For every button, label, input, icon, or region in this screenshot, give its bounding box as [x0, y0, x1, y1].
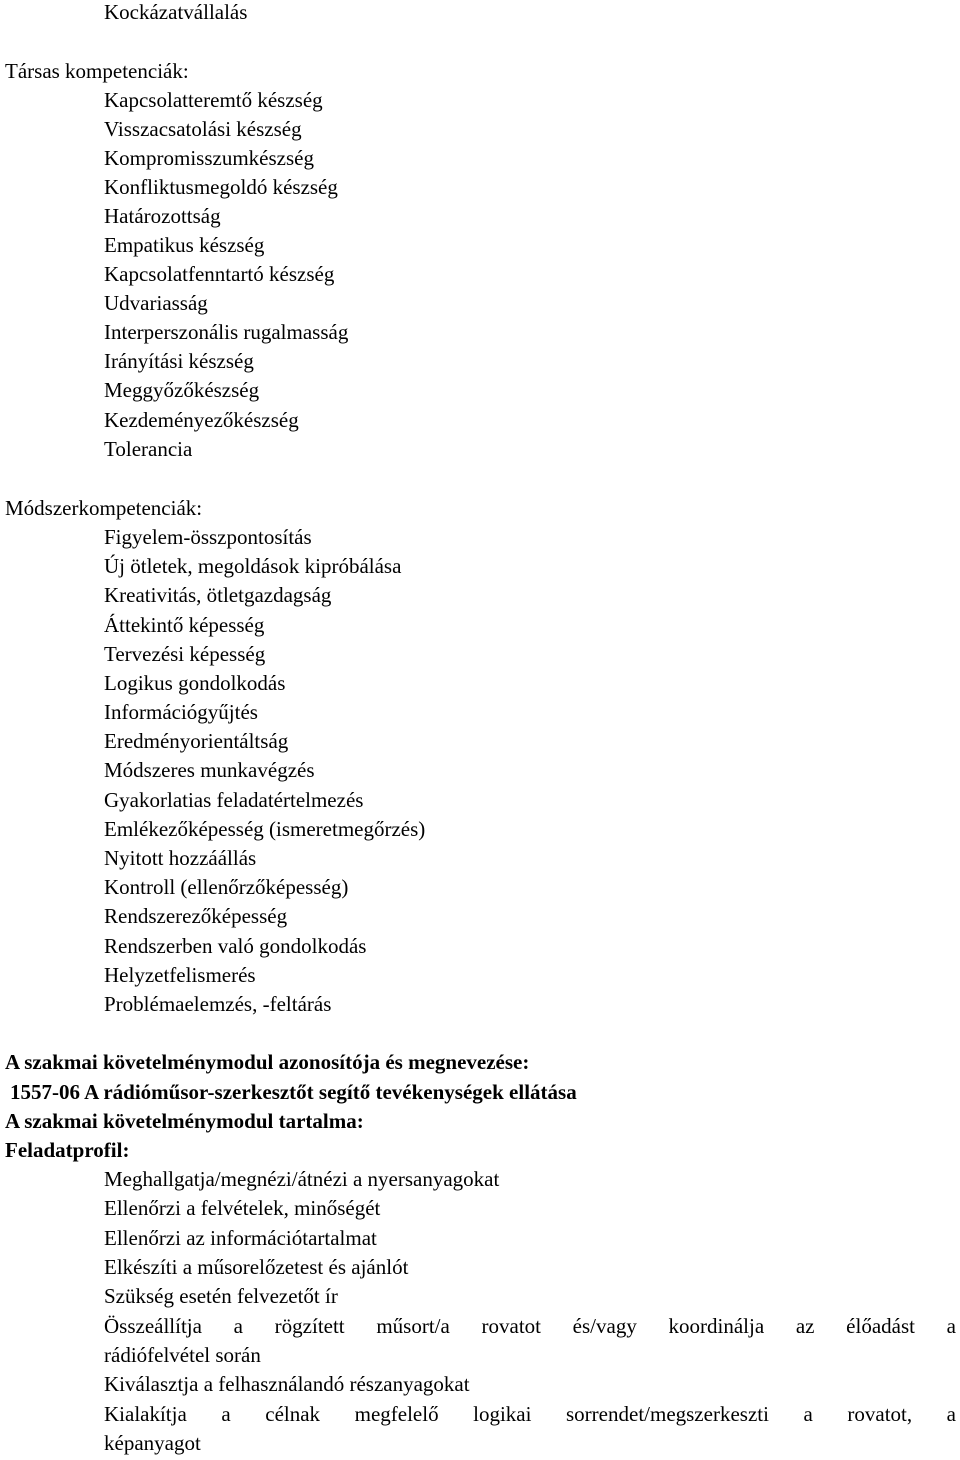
list-item: Meggyőzőkészség — [104, 378, 260, 402]
list-item: Rendszerezőképesség — [104, 904, 288, 928]
list-item: Kreativitás, ötletgazdagság — [104, 583, 332, 607]
list-item: Nyitott hozzáállás — [104, 846, 257, 870]
task-item-continuation: rádiófelvétel során — [104, 1343, 261, 1367]
task-item: Elkészíti a műsorelőzetest és ajánlót — [104, 1255, 409, 1279]
list-item: Interperszonális rugalmasság — [104, 320, 349, 344]
list-item: Visszacsatolási készség — [104, 117, 302, 141]
list-item: Eredményorientáltság — [104, 729, 289, 753]
task-item: Kialakítja a célnak megfelelő logikai sorrendet/megszerkeszti a rovatot, a — [104, 1402, 956, 1426]
list-item: Áttekintő képesség — [104, 613, 265, 637]
list-item: Tolerancia — [104, 437, 193, 461]
list-item: Módszeres munkavégzés — [104, 758, 315, 782]
section-heading-method: Módszerkompetenciák: — [5, 496, 203, 520]
list-item: Rendszerben való gondolkodás — [104, 934, 367, 958]
list-item: Új ötletek, megoldások kipróbálása — [104, 554, 402, 578]
task-item-continuation: képanyagot — [104, 1431, 201, 1455]
profile-heading: Feladatprofil: — [5, 1138, 130, 1162]
list-item: Kapcsolatteremtő készség — [104, 88, 323, 112]
list-item: Gyakorlatias feladatértelmezés — [104, 788, 364, 812]
list-item: Empatikus készség — [104, 233, 265, 257]
list-item: Információgyűjtés — [104, 700, 258, 724]
task-item: Összeállítja a rögzített műsort/a rovatot és/vagy koordinálja az élőadást a — [104, 1314, 956, 1338]
task-item: Szükség esetén felvezetőt ír — [104, 1284, 338, 1308]
task-item: Ellenőrzi a felvételek, minőségét — [104, 1196, 381, 1220]
list-item: Kompromisszumkészség — [104, 146, 314, 170]
list-item: Kapcsolatfenntartó készség — [104, 262, 335, 286]
list-item: Kontroll (ellenőrzőképesség) — [104, 875, 349, 899]
list-item: Udvariasság — [104, 291, 208, 315]
section-heading-social: Társas kompetenciák: — [5, 59, 189, 83]
list-item: Kezdeményezőkészség — [104, 408, 299, 432]
module-id-line: 1557-06 A rádióműsor-szerkesztőt segítő tevékenységek ellátása — [10, 1080, 577, 1104]
list-item: Határozottság — [104, 204, 221, 228]
list-item: Tervezési képesség — [104, 642, 266, 666]
module-id-heading: A szakmai követelménymodul azonosítója és megnevezése: — [5, 1050, 530, 1074]
task-item: Kiválasztja a felhasználandó részanyagokat — [104, 1372, 470, 1396]
module-content-heading: A szakmai követelménymodul tartalma: — [5, 1109, 364, 1133]
task-item: Ellenőrzi az információtartalmat — [104, 1226, 377, 1250]
list-item: Problémaelemzés, -feltárás — [104, 992, 332, 1016]
list-item: Irányítási készség — [104, 349, 254, 373]
list-item: Kockázatvállalás — [104, 0, 248, 24]
list-item: Konfliktusmegoldó készség — [104, 175, 338, 199]
list-item: Emlékezőképesség (ismeretmegőrzés) — [104, 817, 426, 841]
list-item: Logikus gondolkodás — [104, 671, 286, 695]
list-item: Helyzetfelismerés — [104, 963, 256, 987]
task-item: Meghallgatja/megnézi/átnézi a nyersanyagokat — [104, 1167, 500, 1191]
list-item: Figyelem-összpontosítás — [104, 525, 312, 549]
